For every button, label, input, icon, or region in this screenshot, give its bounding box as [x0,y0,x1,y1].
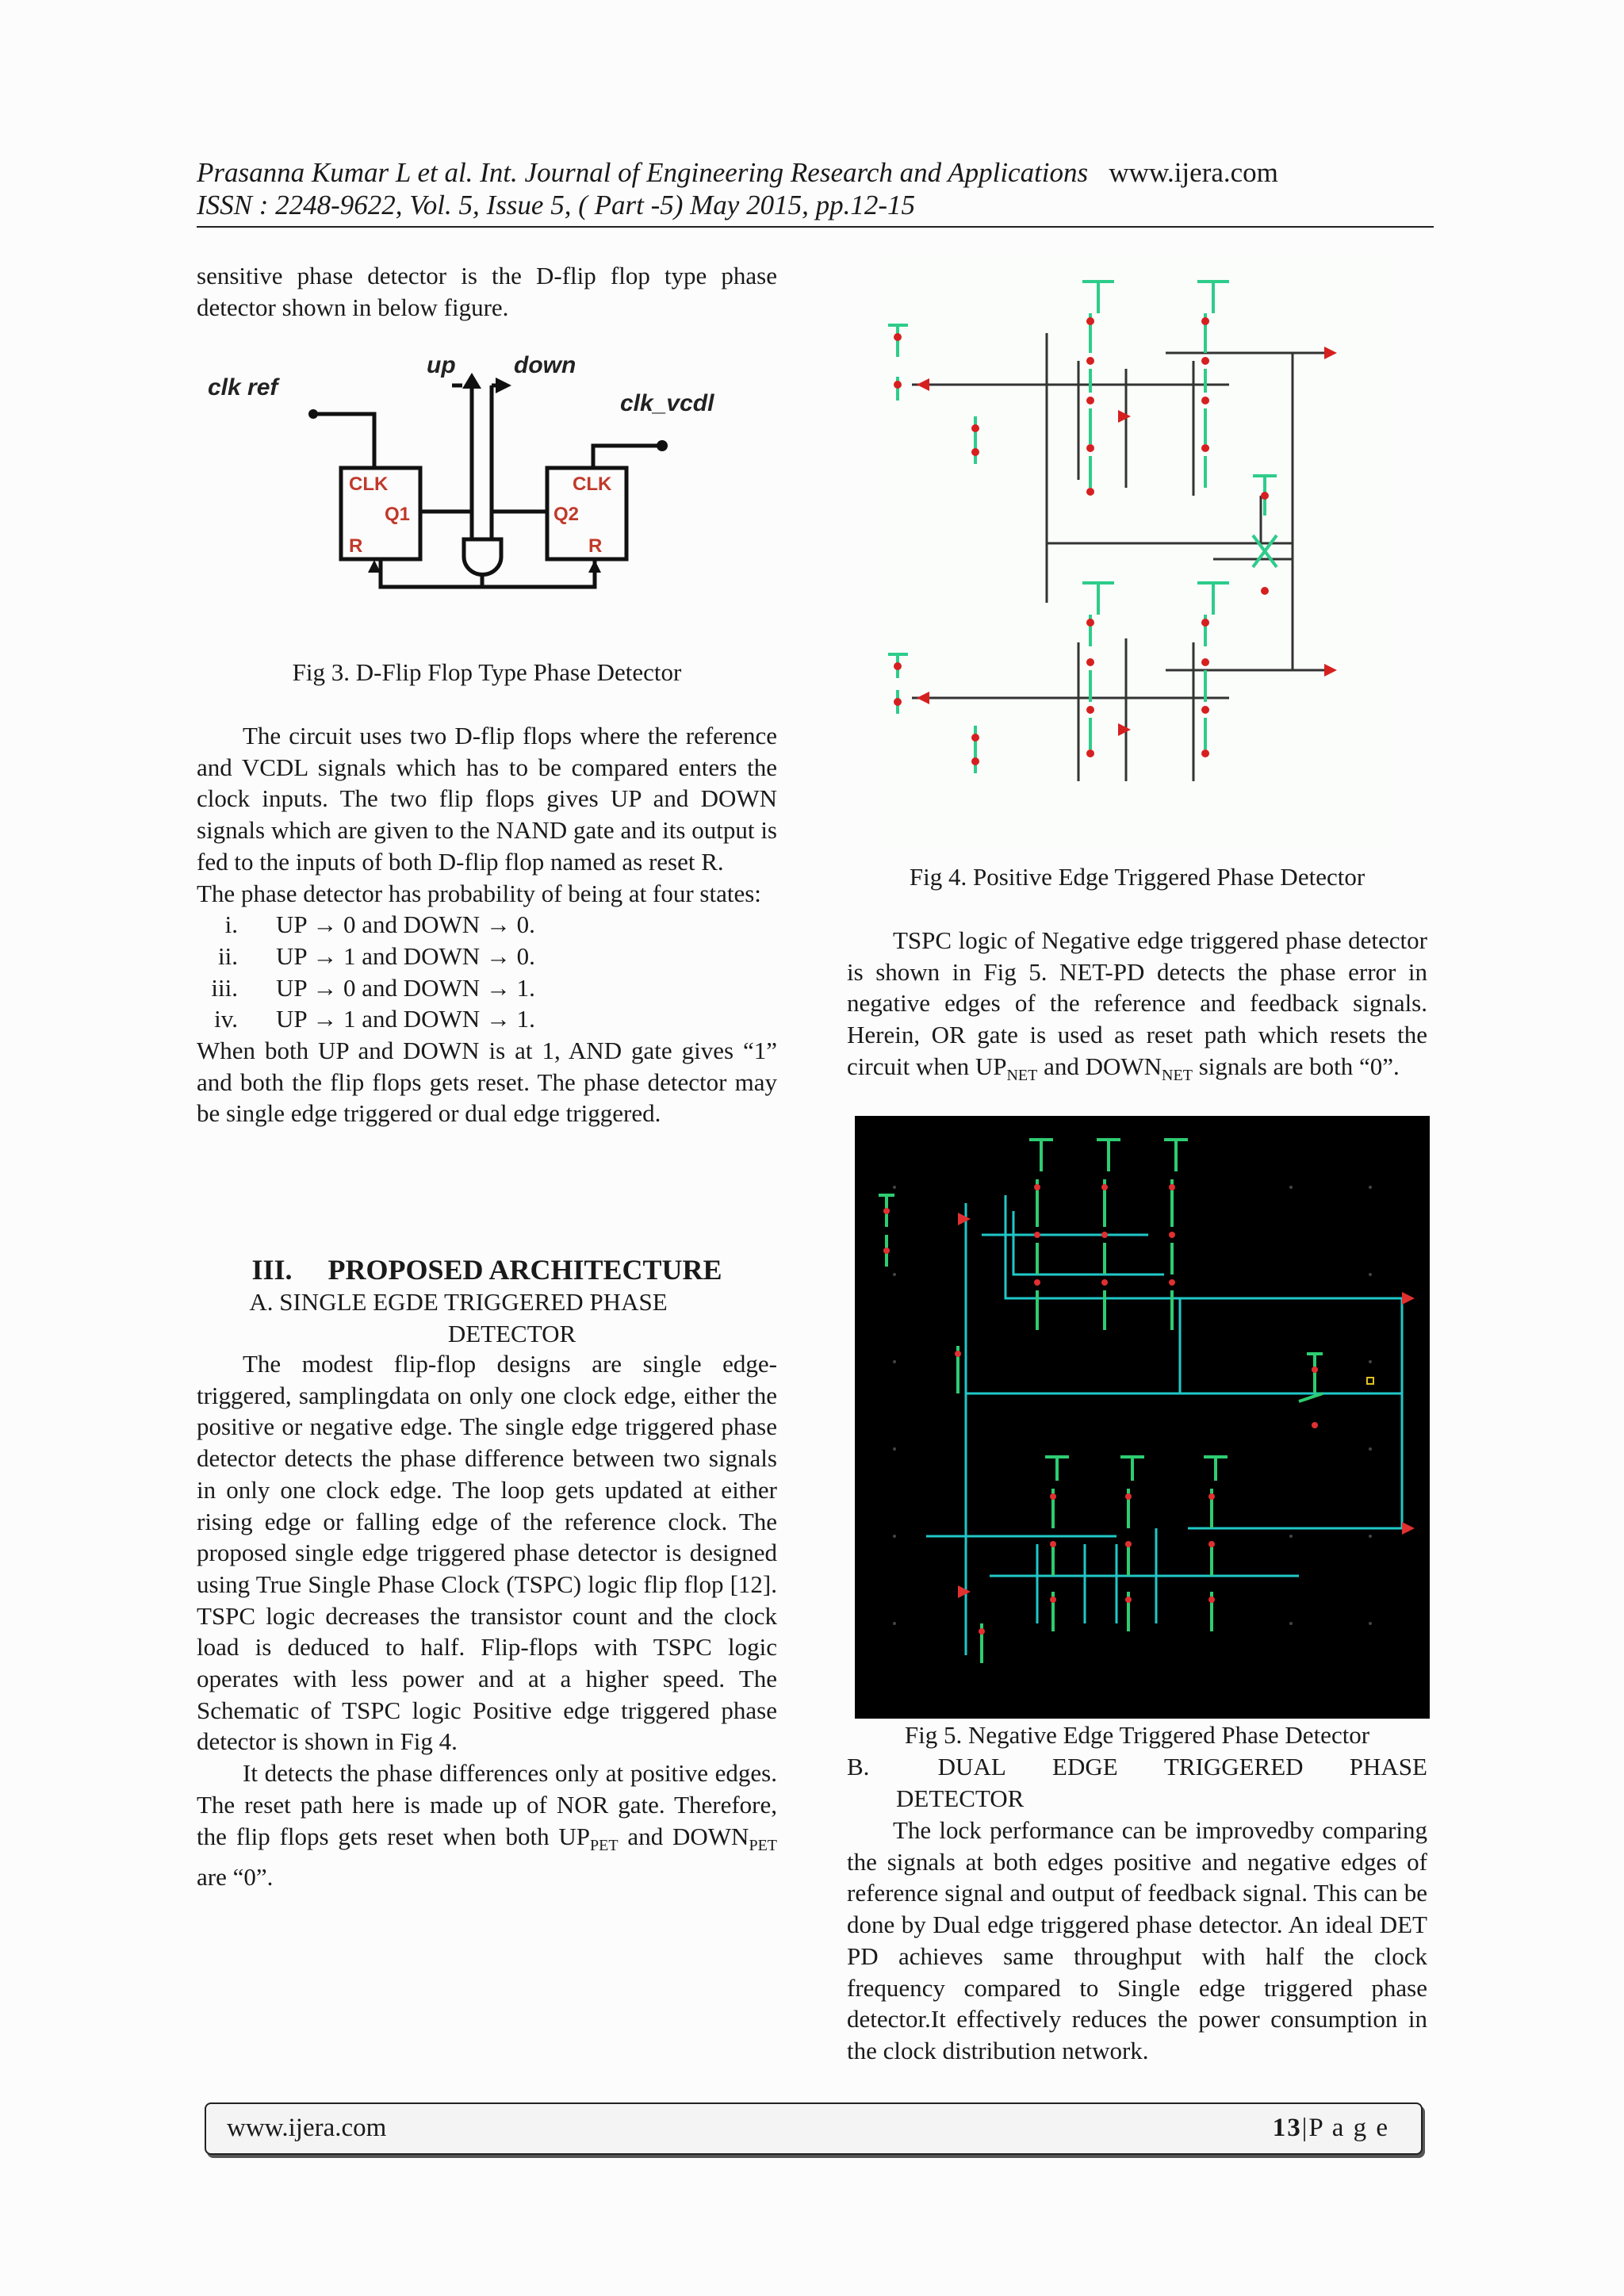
and-gate [464,539,501,574]
clk-ref-wire [313,414,374,468]
ff2-clk-label: CLK [573,473,612,495]
figure-3-caption: Fig 3. D-Flip Flop Type Phase Detector [292,658,682,686]
ff2-q-label: Q2 [553,504,580,525]
clk-vcdl-terminal [657,440,668,451]
figure-4-caption: Fig 4. Positive Edge Triggered Phase Detector [909,863,1365,891]
fig3-down-label: down [514,352,576,378]
list-item: iv. UP → 1 and DOWN → 1. [214,1005,535,1033]
fig3-clk-ref-label: clk ref [208,374,278,401]
clk-ref-terminal [308,409,318,419]
para-states-intro: The phase detector has probability of being at four states: [197,879,761,907]
list-item: iii. UP → 0 and DOWN → 1. [211,973,535,1002]
section-title: PROPOSED ARCHITECTURE [327,1254,722,1286]
fig3-up-label: up [427,352,456,378]
q2-wire [492,512,547,539]
reset2-arrow-icon [588,560,601,573]
figure-3-dff-phase-detector [198,349,722,627]
figure-5-caption: Fig 5. Negative Edge Triggered Phase Detector [904,1721,1370,1749]
up-arrow-icon [462,373,481,389]
footer-page [1273,2114,1389,2143]
para-circuit: The circuit uses two D-flip flops where the reference and VCDL signals which has to be compared enters the clock inputs. The two flip flops gives UP and DOWN signals which are given to the NAND gate and its output is fed to the inputs of both D-flip flop named as reset R. [197,722,777,876]
figure-4-positive-edge-schematic [880,258,1388,849]
right-body-2 [847,1815,1427,2067]
ff2-r-label: R [588,535,603,557]
ff1-q-label: Q1 [385,504,411,525]
para-single-edge: The modest flip-flop designs are single edge-triggered, samplingdata on only one clock edge, either the positive or negative edge. The single edge triggered phase detector detects the phase difference between two signals in only one clock edge. The loop gets updated at either rising edge or falling edge of the reference clock. The proposed single edge triggered phase detector is designed using True Single Phase Clock (TSPC) logic flip flop [12]. TSPC logic decreases the transistor count and the clock load is deduced to half. Flip-flops with TSPC logic operates with less power and at a higher speed. The Schematic of TSPC logic Positive edge triggered phase detector is shown in Fig 4. [197,1350,777,1756]
header-url[interactable]: www.ijera.com [1109,157,1278,188]
ff1-r-label: R [349,535,363,557]
para-nor-reset: It detects the phase differences only at positive edges. The reset path here is made up of NOR gate. Therefore, the flip flops gets reset when both $UP_{PET}$ and $DOWN_{PET}$ are “0”. [197,1759,778,1892]
para-dual-edge: The lock performance can be improvedby comparing the signals at both edges positive and negative edges of reference signal and output of feedback signal. This can be done by Dual edge triggered phase detector. An ideal DET PD achieves same throughput with half the clock frequency compared to Single edge triggered phase detector.It effectively reduces the power consumption in the clock distribution network. [847,1816,1427,2064]
page-footer [205,2102,1423,2155]
ff1-clk-label: CLK [349,473,389,495]
para-net-pd: TSPC logic of Negative edge triggered phase detector is shown in Fig 5. NET-PD detects the phase error in negative edges of the reference and feedback signals. Herein, OR gate is used as reset path which resets the circuit when $UP_{NET}$ and $DOWN_{NET}$ signals are both “0”. [847,926,1427,1084]
left-body [197,720,777,1129]
right-body-1 [847,925,1427,1092]
subsection-a-heading-line2: DETECTOR [447,1320,576,1347]
subsection-b-label: B. [847,1753,870,1780]
intro-paragraph: sensitive phase detector is the D-flip flop type phase detector shown in below figure. [197,262,777,321]
states-list [197,909,777,1035]
page-number: 13 [1272,2114,1302,2142]
page-label: |P a g e [1301,2114,1389,2142]
section-heading [197,1253,777,1286]
q1-wire [420,512,472,539]
fig3-clk-vcdl-label: clk_vcdl [620,390,714,416]
figure-5-negative-edge-schematic [855,1116,1430,1719]
section-number: III. [251,1254,293,1286]
left-intro [197,260,777,323]
running-header [197,155,1278,191]
list-item: ii. UP → 1 and DOWN → 0. [218,941,535,970]
subsection-b-heading-line2: DETECTOR [896,1784,1025,1812]
header-citation: Prasanna Kumar L et al. Int. Journal of Engineering Research and Applications [197,157,1089,188]
list-item: i. UP → 0 and DOWN → 0. [224,910,535,939]
subsection-b-heading: B. DUAL EDGE TRIGGERED PHASE [847,1751,1427,1783]
header-issn: ISSN : 2248-9622, Vol. 5, Issue 5, ( Part -5) May 2015, pp.12-15 [197,190,916,220]
para-reset: When both UP and DOWN is at 1, AND gate gives “1” and both the flip flops gets reset. The phase detector may be single edge triggered or dual edge triggered. [197,1037,777,1128]
header-rule [197,226,1434,228]
subsection-a-heading-line1: A. SINGLE EGDE TRIGGERED PHASE [249,1288,668,1316]
footer-site[interactable]: www.ijera.com [227,2114,387,2142]
clk-vcdl-wire [593,446,662,468]
left-body-2 [197,1348,777,1893]
